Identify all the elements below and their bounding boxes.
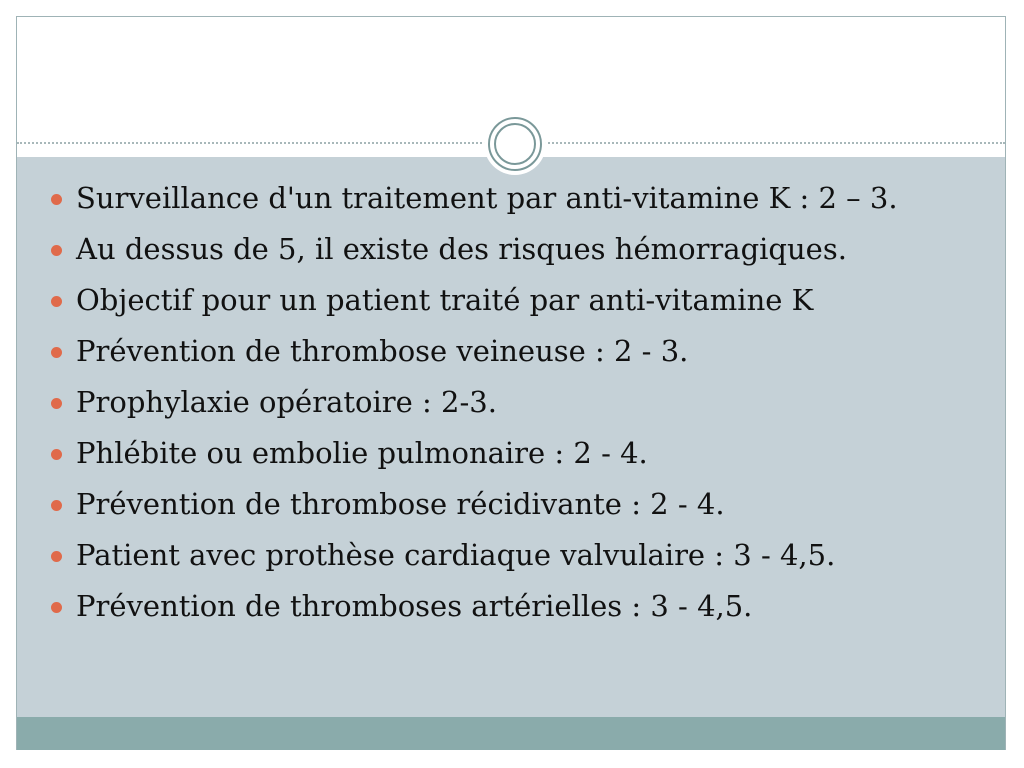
bullet-item (51, 179, 981, 218)
bullet-dot-icon (51, 194, 62, 205)
bullet-text: Objectif pour un patient traité par anti-vitamine K (76, 283, 814, 317)
bullet-dot-icon (51, 500, 62, 511)
bullet-dot-icon (51, 602, 62, 613)
bullet-text: Prévention de thromboses artérielles : 3 - 4,5. (76, 589, 753, 623)
bullet-text: Prévention de thrombose veineuse : 2 - 3. (76, 334, 689, 368)
bullet-text: Surveillance d'un traitement par anti-vitamine K : 2 – 3. (76, 181, 898, 215)
bullet-dot-icon (51, 398, 62, 409)
bullet-dot-icon (51, 296, 62, 307)
bullet-item (51, 587, 981, 626)
circle-ornament-icon (488, 117, 542, 171)
bullet-item (51, 485, 981, 524)
bullet-item (51, 332, 981, 371)
bullet-text: Au dessus de 5, il existe des risques hémorragiques. (76, 232, 847, 266)
slide-frame (16, 16, 1006, 750)
bullet-dot-icon (51, 245, 62, 256)
bullet-dot-icon (51, 347, 62, 358)
bullet-item (51, 281, 981, 320)
bullet-list (51, 179, 981, 638)
circle-ornament-inner-icon (494, 123, 536, 165)
bullet-item (51, 230, 981, 269)
bullet-item (51, 536, 981, 575)
bullet-item (51, 434, 981, 473)
footer-band (17, 717, 1005, 750)
bullet-text: Prophylaxie opératoire : 2-3. (76, 385, 497, 419)
bullet-text: Patient avec prothèse cardiaque valvulaire : 3 - 4,5. (76, 538, 836, 572)
bullet-dot-icon (51, 449, 62, 460)
bullet-dot-icon (51, 551, 62, 562)
bullet-text: Prévention de thrombose récidivante : 2 - 4. (76, 487, 725, 521)
bullet-item (51, 383, 981, 422)
bullet-text: Phlébite ou embolie pulmonaire : 2 - 4. (76, 436, 648, 470)
